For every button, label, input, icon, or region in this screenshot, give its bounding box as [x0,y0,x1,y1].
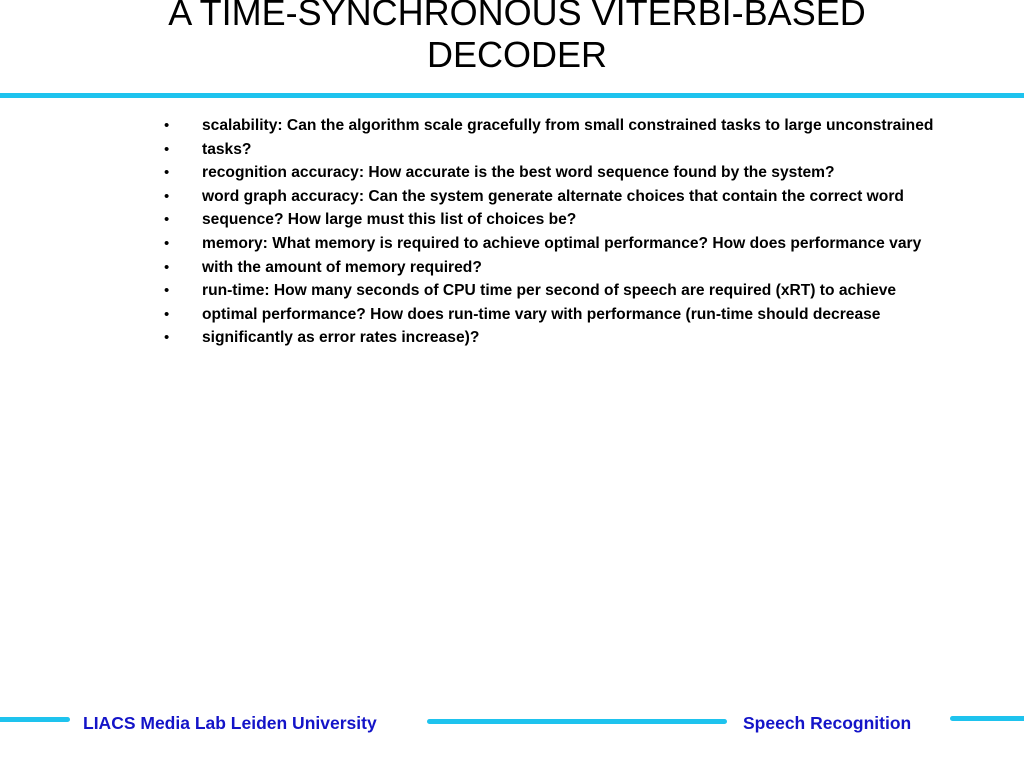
bullet-item [164,208,933,232]
bullet-item [164,161,933,185]
bullet-text: word graph accuracy: Can the system generate alternate choices that contain the correct word [202,187,904,205]
bullet-dot-icon: • [164,282,170,300]
bullet-text: tasks? [202,140,252,158]
bullet-dot-icon: • [164,329,170,347]
bullet-dot-icon: • [164,258,170,276]
bullet-dot-icon: • [164,187,170,205]
bullet-text: run-time: How many seconds of CPU time per second of speech are required (xRT) to achieve [202,282,897,300]
bullet-dot-icon: • [164,117,170,134]
bullet-text: sequence? How large must this list of choices be? [202,211,577,229]
bullet-item [164,138,933,162]
bullet-text: memory: What memory is required to achieve optimal performance? How does performance vary [202,234,922,252]
bullet-list [164,114,933,350]
bullet-dot-icon: • [164,305,170,323]
bullet-item [164,256,933,280]
footer-bar-right [950,716,1024,721]
bullet-item [164,114,933,138]
slide-title-line-1: A TIME-SYNCHRONOUS VITERBI-BASED [168,0,866,33]
bullet-text: significantly as error rates increase)? [202,329,480,347]
bullet-dot-icon: • [164,211,170,229]
bullet-item [164,303,933,327]
bullet-text: with the amount of memory required? [202,258,482,276]
bullet-text: recognition accuracy: How accurate is the best word sequence found by the system? [202,164,835,182]
title-divider [0,93,1024,98]
slide-title [0,0,1024,76]
footer-bar-left [0,717,70,722]
bullet-item [164,232,933,256]
bullet-item [164,279,933,303]
footer-bar-middle [427,719,727,724]
bullet-text: scalability: Can the algorithm scale gracefully from small constrained tasks to large unconstrained [202,117,934,134]
bullet-item [164,326,933,350]
bullet-dot-icon: • [164,140,170,158]
bullet-dot-icon: • [164,234,170,252]
footer-course-title: Speech Recognition [743,713,912,733]
footer-organization: LIACS Media Lab Leiden University [83,713,377,733]
bullet-text: optimal performance? How does run-time vary with performance (run-time should decrease [202,305,881,323]
bullet-dot-icon: • [164,164,170,182]
slide-title-line-2: DECODER [426,34,608,75]
bullet-item [164,185,933,209]
